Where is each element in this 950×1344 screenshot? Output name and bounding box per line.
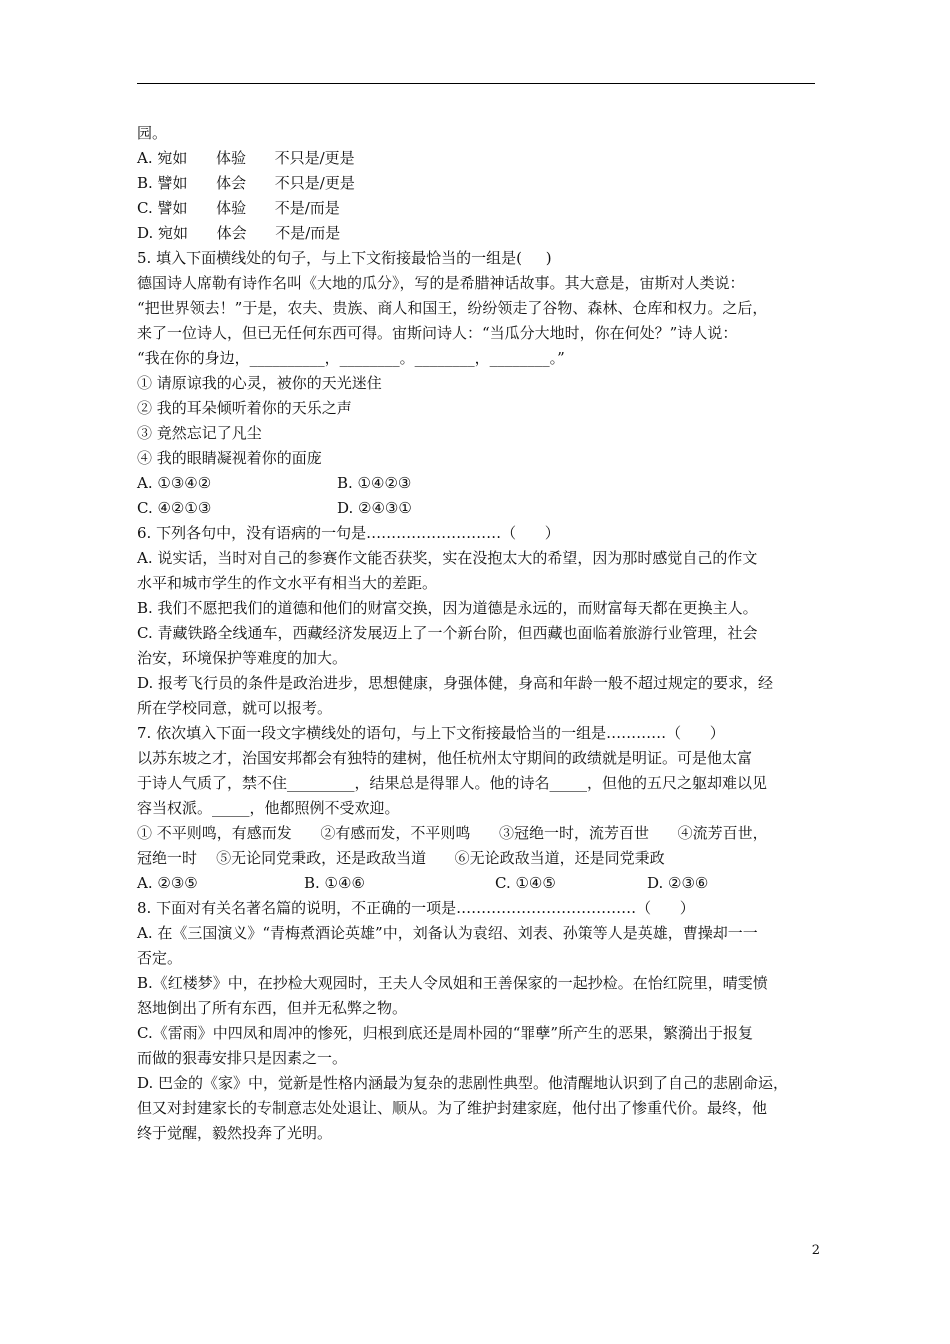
q6-option-c: C. 青藏铁路全线通车，西藏经济发展迈上了一个新台阶，但西藏也面临着旅游行业管理，社会 xyxy=(137,624,758,642)
q5-option-b: B. ①④②③ xyxy=(337,474,412,492)
q5-option-a: A. ①③④② xyxy=(137,474,212,492)
page-number: 2 xyxy=(811,1243,820,1258)
q6-option-b: B. 我们不愿把我们的道德和他们的财富交换，因为道德是永远的，而财富每天都在更换主人。 xyxy=(137,599,758,617)
q4-option-a: A. 宛如 体验 不只是/更是 xyxy=(137,149,355,167)
question-8-stem: 8. 下面对有关名著名篇的说明，不正确的一项是………………………………（ ） xyxy=(137,899,695,917)
q7-passage-line: 以苏东坡之才，治国安邦都会有独特的建树，他任杭州太守期间的政绩就是明证。可是他太富 xyxy=(137,749,753,767)
q5-options-row xyxy=(137,496,817,521)
q7-options-row xyxy=(137,871,817,896)
q8-option-a: A. 在《三国演义》“青梅煮酒论英雄”中，刘备认为袁绍、刘表、孙策等人是英雄，曹操却一一 xyxy=(137,924,758,942)
q8-option-b: B.《红楼梦》中，在抄检大观园时，王夫人令凤姐和王善保家的一起抄检。在怡红院里，晴雯愤 xyxy=(137,974,768,992)
q7-option-c: C. ①④⑤ xyxy=(495,874,556,892)
q5-passage-line: “把世界领去！”于是，农夫、贵族、商人和国王，纷纷领走了谷物、森林、仓库和权力。之后， xyxy=(137,299,768,317)
text-line: 园。 xyxy=(137,124,168,142)
q7-passage-line: 于诗人气质了，禁不住_________，结果总是得罪人。他的诗名_____，但他的五尺之躯却难以见 xyxy=(137,774,768,792)
q8-option-b-cont: 怒地倒出了所有东西，但并无私弊之物。 xyxy=(137,999,408,1017)
q5-sentence-3: ③ 竟然忘记了凡尘 xyxy=(137,424,262,442)
header-rule xyxy=(137,83,815,84)
q6-option-d-cont: 所在学校同意，就可以报考。 xyxy=(137,699,333,717)
question-6-stem: 6. 下列各句中，没有语病的一句是………………………（ ） xyxy=(137,524,560,542)
q7-option-a: A. ②③⑤ xyxy=(137,874,198,892)
q4-option-c: C. 譬如 体验 不是/而是 xyxy=(137,199,340,217)
q5-sentence-1: ① 请原谅我的心灵，被你的天光迷住 xyxy=(137,374,382,392)
q8-option-a-cont: 否定。 xyxy=(137,949,183,967)
q7-passage-line: 容当权派。_____，他都照例不受欢迎。 xyxy=(137,799,400,817)
q8-option-d-cont: 终于觉醒，毅然投奔了光明。 xyxy=(137,1124,333,1142)
page-content xyxy=(137,121,817,1146)
q5-passage-line: “我在你的身边，__________，________。________，________。” xyxy=(137,349,565,367)
q8-option-c: C.《雷雨》中四凤和周冲的惨死，归根到底还是周朴园的“罪孽”所产生的恶果，繁漪出于报复 xyxy=(137,1024,754,1042)
question-7-stem: 7. 依次填入下面一段文字横线处的语句，与上下文衔接最恰当的一组是…………（ ） xyxy=(137,724,725,742)
q5-passage-line: 来了一位诗人，但已无任何东西可得。宙斯问诗人：“当瓜分大地时，你在何处？”诗人说： xyxy=(137,324,738,342)
q7-option-b: B. ①④⑥ xyxy=(304,874,365,892)
q5-sentence-4: ④ 我的眼睛凝视着你的面庞 xyxy=(137,449,322,467)
q5-option-d: D. ②④③① xyxy=(337,499,412,517)
q4-option-b: B. 譬如 体会 不只是/更是 xyxy=(137,174,355,192)
q6-option-a: A. 说实话，当时对自己的参赛作文能否获奖，实在没抱太大的希望，因为那时感觉自己的作文 xyxy=(137,549,758,567)
q5-options-row xyxy=(137,471,817,496)
q5-sentence-2: ② 我的耳朵倾听着你的天乐之声 xyxy=(137,399,352,417)
q6-option-c-cont: 治安，环境保护等难度的加大。 xyxy=(137,649,348,667)
q4-option-d: D. 宛如 体会 不是/而是 xyxy=(137,224,341,242)
question-5-stem: 5. 填入下面横线处的句子，与上下文衔接最恰当的一组是( ) xyxy=(137,249,552,267)
q8-option-d-cont: 但又对封建家长的专制意志处处退让、顺从。为了维护封建家庭，他付出了惨重代价。最终，他 xyxy=(137,1099,768,1117)
q6-option-a-cont: 水平和城市学生的作文水平有相当大的差距。 xyxy=(137,574,438,592)
q8-option-c-cont: 而做的狠毒安排只是因素之一。 xyxy=(137,1049,348,1067)
q5-option-c: C. ④②①③ xyxy=(137,499,212,517)
q8-option-d: D. 巴金的《家》中，觉新是性格内涵最为复杂的悲剧性典型。他清醒地认识到了自己的悲剧命运， xyxy=(137,1074,789,1092)
q7-phrases-line: ① 不平则鸣，有感而发 ②有感而发，不平则鸣 ③冠绝一时，流芳百世 ④流芳百世， xyxy=(137,824,768,842)
q5-passage-line: 德国诗人席勒有诗作名叫《大地的瓜分》，写的是希腊神话故事。其大意是，宙斯对人类说： xyxy=(137,274,745,292)
q7-phrases-line: 冠绝一时 ⑤无论同党秉政，还是政敌当道 ⑥无论政敌当道，还是同党秉政 xyxy=(137,849,665,867)
q7-option-d: D. ②③⑥ xyxy=(647,874,709,892)
q6-option-d: D. 报考飞行员的条件是政治进步，思想健康，身强体健，身高和年龄一般不超过规定的要求，经 xyxy=(137,674,774,692)
